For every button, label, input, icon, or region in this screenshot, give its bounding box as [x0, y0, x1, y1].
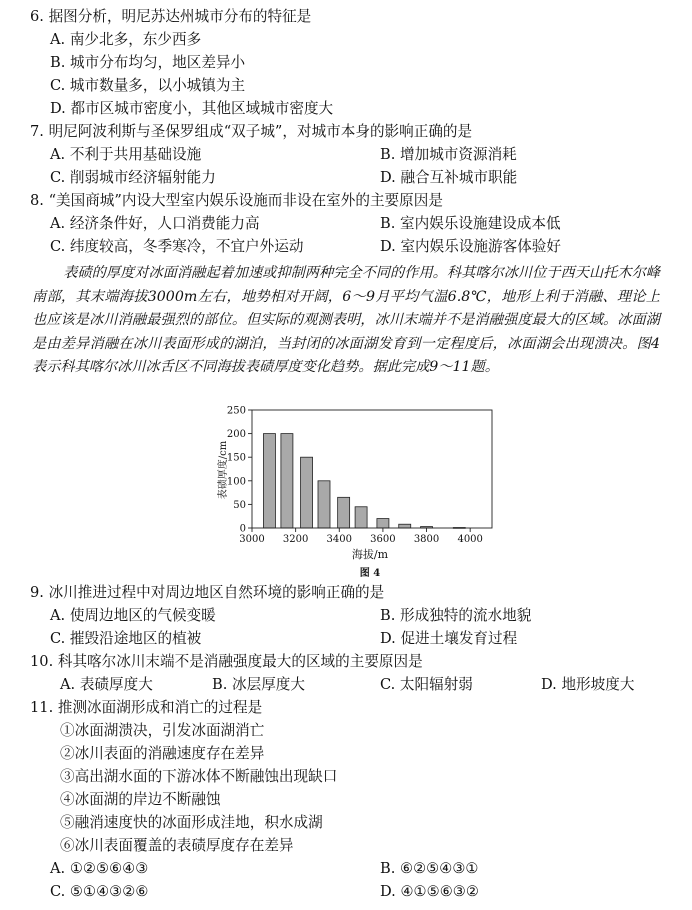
q6-option-c: C. 城市数量多，以小城镇为主 [50, 77, 246, 94]
chart-bars [263, 434, 465, 529]
chart-bar [301, 457, 313, 528]
y-tick-label: 50 [233, 499, 246, 511]
figure-caption: 图 4 [359, 568, 381, 579]
passage-text: 表碛的厚度对冰面消融起着加速或抑制两种完全不同的作用。科其喀尔冰川位于西天山托木尔峰南部，其末端海拔3000m左右，地势相对开阔，6～9月平均气温6.8℃，地形上利于消融、理论上也应该是冰川消融最强烈的部位。但实际的观测表明，冰川末端并不是消融强度最大的区域。冰面湖是由差异消融在冰川表面形成的湖泊，当封闭的冰面湖发育到一定程度后，冰面湖会出现溃决。图4表示科其喀尔冰川冰舌区不同海拔表碛厚度变化趋势。据此完成9～11题。 [32, 265, 660, 375]
q8-option-c: C. 纬度较高，冬季寒冷，不宜户外运动 [50, 238, 304, 255]
q11-option-a: A. ①②⑤⑥④③ [50, 860, 149, 877]
q11-item: ③高出湖水面的下游冰体不断融蚀出现缺口 [60, 768, 338, 785]
q7-option-d: D. 融合互补城市职能 [380, 169, 518, 186]
q11-item: ④冰面湖的岸边不断融蚀 [60, 791, 221, 808]
q9-stem: 9. 冰川推进过程中对周边地区自然环境的影响正确的是 [30, 584, 385, 601]
q10-option-d: D. 地形坡度大 [541, 676, 635, 693]
q9-option-c: C. 摧毁沿途地区的植被 [50, 630, 202, 647]
q6-option-a: A. 南少北多，东少西多 [50, 31, 202, 48]
q9-option-d: D. 促进土壤发育过程 [380, 630, 518, 647]
q11-option-d: D. ④①⑤⑥③② [380, 883, 479, 900]
q11-item: ⑤融消速度快的冰面形成洼地，积水成湖 [60, 814, 323, 831]
q11-item: ⑥冰川表面覆盖的表碛厚度存在差异 [60, 837, 294, 854]
chart-y-axis-label: 表碛厚度/cm [218, 440, 229, 500]
chart-x-axis-label: 海拔/m [351, 548, 389, 561]
q7-stem: 7. 明尼阿波利斯与圣保罗组成“双子城”，对城市本身的影响正确的是 [30, 123, 473, 140]
x-tick-label: 3800 [413, 534, 440, 545]
q11-item: ②冰川表面的消融速度存在差异 [60, 745, 265, 762]
q7-option-a: A. 不利于共用基础设施 [50, 146, 202, 163]
y-tick-label: 100 [226, 476, 246, 488]
y-tick-label: 250 [226, 405, 246, 417]
q8-option-b: B. 室内娱乐设施建设成本低 [380, 215, 561, 232]
q9-option-b: B. 形成独特的流水地貌 [380, 607, 532, 624]
reading-passage [32, 262, 660, 380]
q10-option-a: A. 表碛厚度大 [60, 676, 153, 693]
q6-option-b: B. 城市分布均匀，地区差异小 [50, 54, 246, 71]
x-tick-label: 4000 [457, 534, 483, 545]
y-tick-label: 150 [226, 452, 246, 464]
chart-bar [318, 481, 330, 528]
q7-option-c: C. 削弱城市经济辐射能力 [50, 169, 216, 186]
chart-bar [355, 507, 367, 528]
q8-stem: 8. “美国商城”内设大型室内娱乐设施而非设在室外的主要原因是 [30, 192, 443, 209]
chart-bar [263, 434, 275, 528]
y-tick-label: 200 [226, 429, 246, 441]
q10-option-c: C. 太阳辐射弱 [380, 676, 473, 693]
x-tick-label: 3400 [326, 534, 352, 545]
q8-option-a: A. 经济条件好，人口消费能力高 [50, 215, 260, 232]
chart-bar [281, 434, 293, 528]
x-tick-label: 3200 [282, 534, 309, 545]
q10-option-b: B. 冰层厚度大 [212, 676, 305, 693]
q6-option-d: D. 都市区城市密度小，其他区域城市密度大 [50, 100, 334, 117]
q11-item: ①冰面湖溃决，引发冰面湖消亡 [60, 722, 265, 739]
chart-bar [377, 519, 389, 528]
q6-stem: 6. 据图分析，明尼苏达州城市分布的特征是 [30, 8, 312, 25]
q11-stem: 11. 推测冰面湖形成和消亡的过程是 [30, 699, 263, 716]
q7-option-b: B. 增加城市资源消耗 [380, 146, 517, 163]
moraine-thickness-chart [210, 400, 500, 580]
q11-option-b: B. ⑥②⑤④③① [380, 860, 479, 877]
chart-bar [338, 497, 350, 528]
y-tick-label: 0 [239, 523, 246, 535]
x-tick-label: 3600 [370, 534, 396, 545]
q8-option-d: D. 室内娱乐设施游客体验好 [380, 238, 561, 255]
q9-option-a: A. 使周边地区的气候变暖 [50, 607, 216, 624]
q10-stem: 10. 科其喀尔冰川末端不是消融强度最大的区域的主要原因是 [30, 653, 423, 670]
q11-option-c: C. ⑤①④③②⑥ [50, 883, 149, 900]
x-tick-label: 3000 [239, 534, 265, 545]
chart-bar [399, 524, 411, 528]
